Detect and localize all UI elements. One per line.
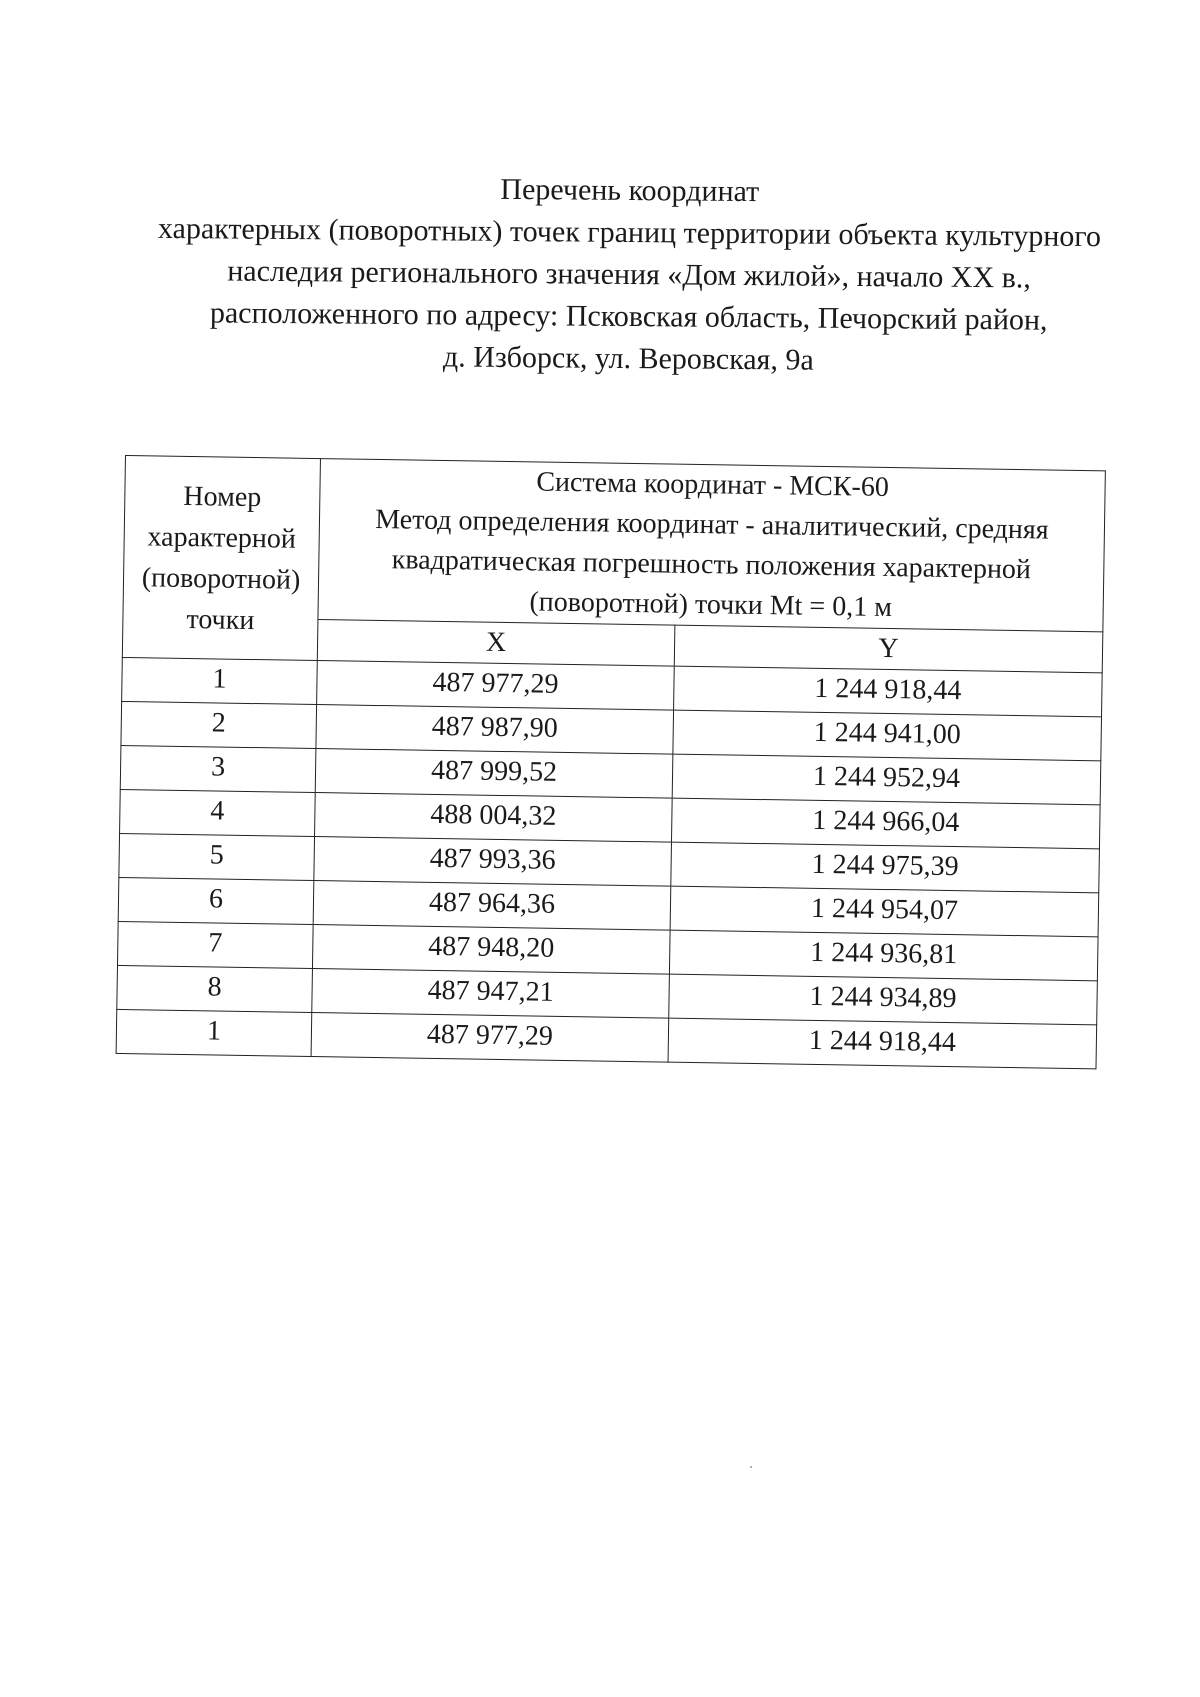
- point-number-cell: 5: [119, 833, 315, 880]
- header-line: Система координат - МСК-60: [536, 466, 890, 504]
- table-header-row: [123, 456, 1105, 632]
- x-value-cell: 487 947,21: [312, 969, 670, 1019]
- coordinate-system-header: [318, 459, 1105, 632]
- x-value-cell: 487 948,20: [312, 925, 670, 975]
- y-value-cell: 1 244 954,07: [670, 886, 1099, 937]
- title-line: д. Изборск, ул. Веровская, 9а: [442, 340, 814, 377]
- y-value-cell: 1 244 966,04: [671, 798, 1100, 849]
- header-line: характерной: [147, 520, 297, 555]
- point-number-header: [122, 456, 320, 661]
- scan-speck: [750, 1466, 752, 1468]
- coordinates-table-wrap: [116, 455, 1105, 1069]
- point-number-cell: 1: [122, 657, 318, 704]
- y-value-cell: 1 244 934,89: [669, 974, 1098, 1025]
- y-value-cell: 1 244 952,94: [672, 754, 1101, 805]
- point-number-cell: 8: [117, 965, 313, 1012]
- x-value-cell: 487 987,90: [316, 705, 674, 755]
- y-value-cell: 1 244 918,44: [668, 1018, 1097, 1069]
- header-line: точки: [186, 603, 255, 636]
- x-value-cell: 487 977,29: [311, 1013, 669, 1063]
- x-value-cell: 487 964,36: [313, 881, 671, 931]
- x-header: X: [317, 620, 675, 667]
- x-value-cell: 488 004,32: [315, 793, 673, 843]
- title-line: расположенного по адресу: Псковская область, Печорский район,: [209, 296, 1048, 337]
- point-number-cell: 4: [120, 789, 316, 836]
- x-value-cell: 487 999,52: [315, 749, 673, 799]
- coordinates-table: [116, 455, 1106, 1069]
- header-line: квадратическая погрешность положения характерной: [391, 544, 1032, 586]
- y-value-cell: 1 244 936,81: [669, 930, 1098, 981]
- title-line: Перечень координат: [500, 172, 760, 209]
- header-line: (поворотной) точки Mt = 0,1 м: [529, 586, 893, 624]
- y-value-cell: 1 244 975,39: [671, 842, 1100, 893]
- point-number-cell: 2: [121, 701, 317, 748]
- y-value-cell: 1 244 941,00: [673, 710, 1102, 761]
- y-value-cell: 1 244 918,44: [674, 666, 1103, 717]
- point-number-cell: 6: [118, 877, 314, 924]
- title-line: наследия регионального значения «Дом жилой», начало XX в.,: [227, 254, 1032, 295]
- header-line: Номер: [183, 480, 262, 513]
- document-title: [138, 166, 1120, 385]
- point-number-cell: 3: [120, 745, 316, 792]
- y-header: Y: [674, 625, 1103, 673]
- header-line: (поворотной): [141, 561, 301, 596]
- header-line: Метод определения координат - аналитический, средняя: [375, 503, 1049, 546]
- point-number-cell: 1: [116, 1009, 312, 1056]
- x-value-cell: 487 977,29: [317, 661, 675, 711]
- x-value-cell: 487 993,36: [314, 837, 672, 887]
- title-line: характерных (поворотных) точек границ территории объекта культурного: [157, 211, 1102, 254]
- point-number-cell: 7: [117, 921, 313, 968]
